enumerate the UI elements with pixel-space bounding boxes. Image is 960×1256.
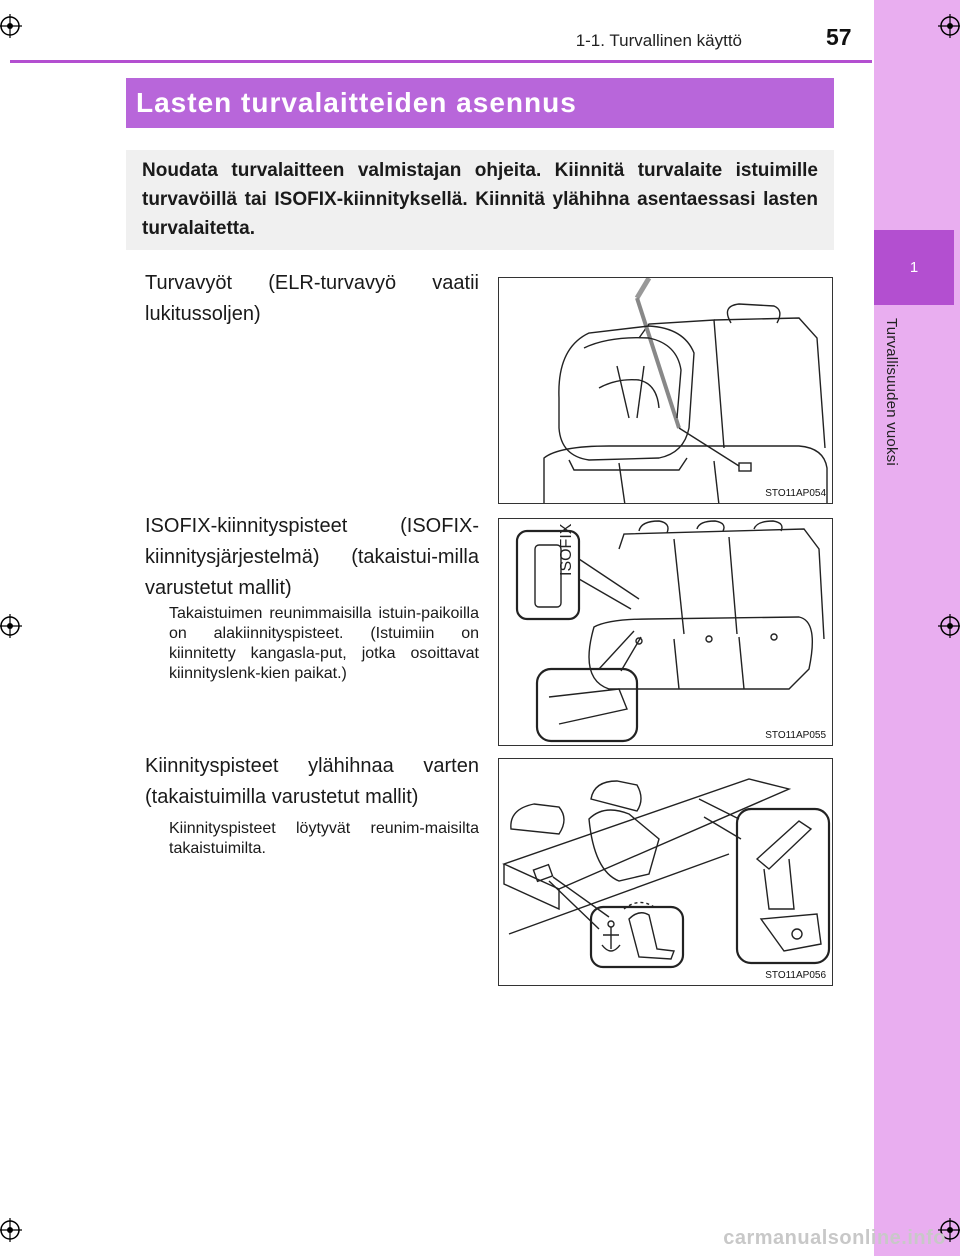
figure-code: STO11AP056 (765, 970, 826, 981)
figure-code: STO11AP054 (765, 488, 826, 499)
running-head: 1-1. Turvallinen käyttö (575, 31, 742, 50)
registration-mark-icon (0, 614, 22, 638)
figure-code: STO11AP055 (765, 730, 826, 741)
registration-mark-icon (0, 14, 22, 38)
figure-isofix-anchors (498, 518, 833, 746)
page-number: 57 (826, 24, 852, 50)
section-3-subtext: Kiinnityspisteet löytyvät reunim-maisilta takaistuimilta. (169, 820, 479, 857)
intro-text: Noudata turvalaitteen valmistajan ohjeita. Kiinnitä turvalaite istuimille turvavöillä tai ISOFIX-kiinnityksellä. Kiinnitä ylähihna asentaessasi lasten turvalaitetta. (142, 160, 818, 239)
section-3-text: Kiinnityspisteet ylähihnaa varten (takaistuimilla varustetut mallit) (145, 755, 479, 808)
registration-mark-icon (938, 614, 960, 638)
figure-seatbelt-child-seat (498, 277, 833, 504)
chapter-number-tab (874, 230, 954, 305)
chapter-number: 1 (909, 259, 919, 276)
section-2-subtext: Takaistuimen reunimmaisilla istuin-paikoilla on alakiinnityspisteet. (Istuimiin on kiinnitetty kangasla-put, jotka osoittavat kiinnityslenk-kien paikat.) (169, 605, 479, 682)
seatbelt-child-seat-illustration (499, 278, 833, 504)
section-1-text: Turvavyöt (ELR-turvavyö vaatii lukitussoljen) (145, 272, 479, 325)
registration-mark-icon (938, 14, 960, 38)
intro-box (126, 150, 834, 250)
isofix-anchors-illustration (499, 519, 833, 746)
section-title: Lasten turvalaitteiden asennus (136, 87, 577, 118)
top-tether-anchors-illustration (499, 759, 833, 986)
isofix-label: ISOFIX (558, 523, 575, 576)
registration-mark-icon (0, 1218, 22, 1242)
watermark: carmanualsonline.info (723, 1227, 946, 1249)
figure-top-tether-anchors (498, 758, 833, 986)
section-title-bar (126, 78, 834, 128)
section-2-text: ISOFIX-kiinnityspisteet (ISOFIX-kiinnitysjärjestelmä) (takaistui-milla varustetut mallit) (145, 515, 479, 599)
chapter-label: Turvallisuuden vuoksi (883, 318, 900, 466)
header-rule (10, 60, 872, 63)
